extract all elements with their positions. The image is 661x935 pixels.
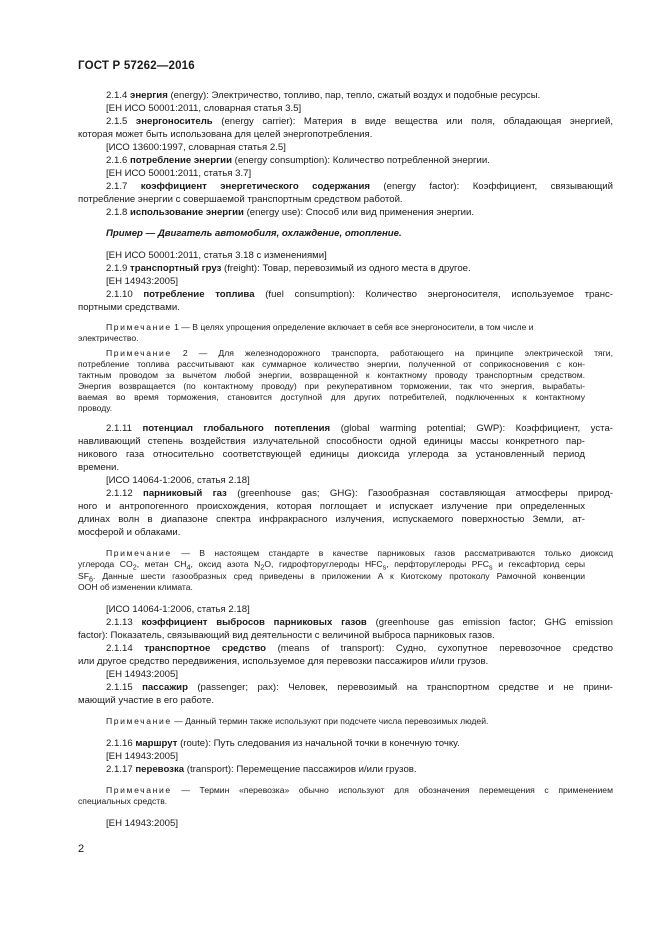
text-line: 2.1.9 транспортный груз (freight): Товар, перевозимый из одного места в другое. <box>106 263 471 274</box>
text-line: Примечание — Данный термин также используют при подсчете числа перевозимых людей. <box>106 716 489 726</box>
text-line: углерода $CO_2$, метан $CH_4$, оксид азота $N_2O$, гидрофторуглероды $HFC_s$, перфторуглероды $PFC_s$ и гексафторид серы <box>78 559 585 572</box>
text-line: 2.1.10 потребление топлива (fuel consumption): Количество энергоносителя, используемое транс- <box>106 289 614 300</box>
text-line: 2.1.6 потребление энергии (energy consumption): Количество потребленной энергии. <box>106 155 490 166</box>
document-header: ГОСТ Р 57262—2016 <box>78 60 195 72</box>
text-line: 2.1.5 энергоноситель (energy carrier): Материя в виде вещества или поля, обладающая энергией, <box>106 116 613 127</box>
text-line: ного и антропогенного происхождения, которая поглощает и испускает излучение при определенных <box>78 501 585 512</box>
text-line: [ЕН 14943:2005] <box>106 818 179 829</box>
text-line: [ЕН ИСО 50001:2011, статья 3.7] <box>106 168 252 179</box>
page-number: 2 <box>78 843 85 855</box>
text-line: 2.1.17 перевозка (transport): Перемещение пассажиров и/или грузов. <box>106 764 417 775</box>
text-line: [ЕН ИСО 50001:2011, статья 3.18 с изменениями] <box>106 250 327 261</box>
text-line: мающий участие в его работе. <box>78 695 215 706</box>
text-line: [ЕН 14943:2005] <box>106 669 179 680</box>
text-line: [ИСО 14064-1:2006, статья 2.18] <box>106 475 250 486</box>
text-line: ООН об изменении климата. <box>78 582 193 592</box>
text-line: мосферой и облаками. <box>78 527 181 538</box>
text-line: потребление топлива рассчитывают как суммарное количество энергии, полученной от соприкосновения с кон- <box>78 359 585 369</box>
text-line: Энергия возвращается (по контактному проводу) при рекуперативном торможении, так что энергия, вырабаты- <box>78 381 585 391</box>
text-line: [ЕН ИСО 50001:2011, словарная статья 3.5] <box>106 103 302 114</box>
text-line: [ЕН 14943:2005] <box>106 276 179 287</box>
text-line: 2.1.4 энергия (energy): Электричество, топливо, пар, тепло, сжатый воздух и подобные ресурсы. <box>106 90 541 101</box>
text-line: Пример — Двигатель автомобиля, охлаждение, отопление. <box>106 228 402 239</box>
text-line: времени. <box>78 462 120 473</box>
text-line: или другое средство передвижения, используемое для перевозки пассажиров и/или грузов. <box>78 656 489 667</box>
text-line: специальных средств. <box>78 796 168 806</box>
text-line: Примечание — Термин «перевозка» обычно используют для обозначения перемещения с применением <box>106 785 613 795</box>
text-line: 2.1.14 транспортное средство (means of transport): Судно, сухопутное перевозочное средство <box>106 643 613 654</box>
text-line: длинах волн в диапазоне спектра инфракрасного излучения, испускаемого поверхностью Земли, ат- <box>78 514 585 525</box>
text-line: ваемая во время торможения, становится доступной для других потребителей, подключенных к контактному <box>78 392 585 402</box>
text-line: навливающий степень воздействия излучательной способности одной единицы массы конкретного пар- <box>78 436 585 447</box>
text-line: 2.1.7 коэффициент энергетического содержания (energy factor): Коэффициент, связывающий <box>106 181 614 192</box>
text-line: Примечание 1 — В целях упрощения определение включает в себя все энергоносители, в том числе и <box>106 322 534 332</box>
text-line: никового газа относительно соответствующей единицы диоксида углерода за установленный период <box>78 449 585 460</box>
text-line: проводу. <box>78 403 113 413</box>
text-line: [ЕН 14943:2005] <box>106 751 179 762</box>
text-line: 2.1.8 использование энергии (energy use): Способ или вид применения энергии. <box>106 207 475 218</box>
text-line: которая может быть использована для целей энергопотребления. <box>78 129 373 140</box>
text-line: тактным проводом за вычетом любой энергии, возвращенной к контактному проводу транспортным средством. <box>78 370 585 380</box>
text-line: электричество. <box>78 333 139 343</box>
text-line: 2.1.15 пассажир (passenger; pax): Человек, перевозимый на транспортном средстве и не прини- <box>106 682 613 693</box>
text-line: 2.1.16 маршрут (route): Путь следования из начальной точки в конечную точку. <box>106 738 460 749</box>
text-line: потребление энергии с совершаемой транспортным средством работой. <box>78 194 403 205</box>
text-line: $SF_6$. Данные шести газообразных сред приведены в приложении A к Киотскому протоколу Рамочной конвенции <box>78 571 585 584</box>
text-line: Примечание 2 — Для железнодорожного транспорта, работающего на принципе электрической тяги, <box>106 348 613 358</box>
text-line: [ИСО 14064-1:2006, статья 2.18] <box>106 604 250 615</box>
text-line: [ИСО 13600:1997, словарная статья 2.5] <box>106 142 286 153</box>
text-line: портными средствами. <box>78 302 180 313</box>
text-line: 2.1.11 потенциал глобального потепления (global warming potential; GWP): Коэффициент, уста- <box>106 423 613 434</box>
text-line: 2.1.13 коэффициент выбросов парниковых газов (greenhouse gas emission factor; GHG emission <box>106 617 613 628</box>
text-line: Примечание — В настоящем стандарте в качестве парниковых газов рассматриваются только диоксид <box>106 548 613 558</box>
text-line: factor): Показатель, связывающий вид деятельности с величиной выброса парниковых газов. <box>78 630 495 641</box>
text-line: 2.1.12 парниковый газ (greenhouse gas; GHG): Газообразная составляющая атмосферы природ- <box>106 488 614 499</box>
